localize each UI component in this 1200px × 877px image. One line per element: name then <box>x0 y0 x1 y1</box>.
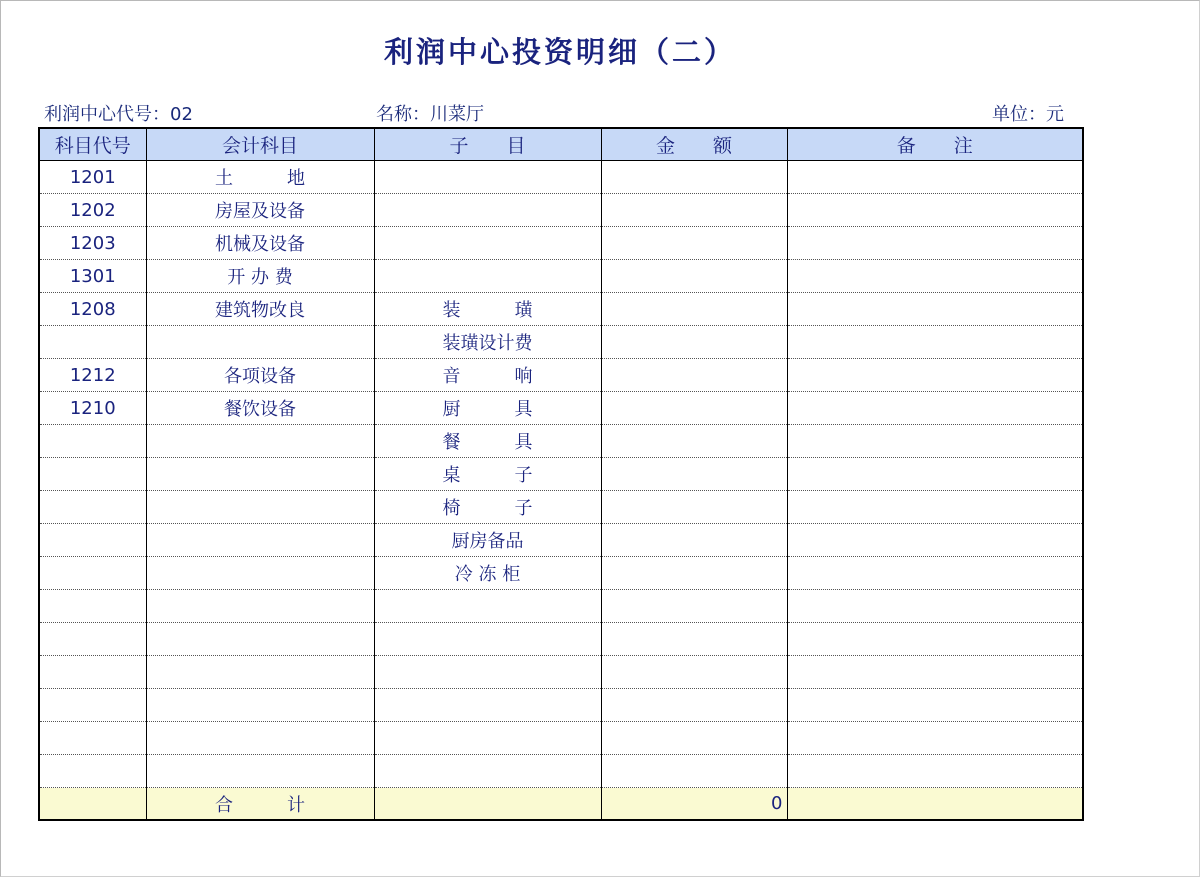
sub-item-cell[interactable]: 装 璜 <box>374 293 601 326</box>
account-title-cell[interactable] <box>146 689 374 722</box>
amount-cell[interactable] <box>601 689 787 722</box>
sub-item-cell[interactable] <box>374 260 601 293</box>
amount-cell[interactable] <box>601 755 787 788</box>
amount-cell[interactable] <box>601 557 787 590</box>
account-code-cell[interactable] <box>39 689 146 722</box>
account-code-cell[interactable] <box>39 623 146 656</box>
profit-center-name-value[interactable]: 川菜厅 <box>430 104 484 125</box>
account-code-cell[interactable]: 1203 <box>39 227 146 260</box>
sub-item-cell[interactable]: 厨房备品 <box>374 524 601 557</box>
table-row <box>39 392 1083 425</box>
sub-item-cell[interactable] <box>374 227 601 260</box>
account-title-cell[interactable] <box>146 623 374 656</box>
account-title-cell[interactable] <box>146 656 374 689</box>
profit-center-name <box>376 100 484 126</box>
amount-cell[interactable] <box>601 326 787 359</box>
colon: ： <box>1028 104 1046 125</box>
table-row <box>39 557 1083 590</box>
table-header-row <box>39 128 1083 161</box>
account-title-cell[interactable] <box>146 326 374 359</box>
amount-cell[interactable] <box>601 524 787 557</box>
amount-cell[interactable] <box>601 161 787 194</box>
header-amount: 金 额 <box>601 128 787 161</box>
remarks-cell[interactable] <box>787 293 1083 326</box>
amount-cell[interactable] <box>601 227 787 260</box>
table-row <box>39 722 1083 755</box>
amount-cell[interactable] <box>601 425 787 458</box>
account-title-cell[interactable] <box>146 755 374 788</box>
table-row <box>39 161 1083 194</box>
account-title-cell[interactable]: 餐饮设备 <box>146 392 374 425</box>
remarks-cell[interactable] <box>787 326 1083 359</box>
account-title-cell[interactable]: 建筑物改良 <box>146 293 374 326</box>
account-code-cell[interactable]: 1210 <box>39 392 146 425</box>
currency-unit-label: 单位 <box>992 104 1028 125</box>
remarks-cell[interactable] <box>787 161 1083 194</box>
remarks-cell[interactable] <box>787 524 1083 557</box>
table-row <box>39 227 1083 260</box>
sub-item-cell[interactable]: 椅 子 <box>374 491 601 524</box>
account-title-cell[interactable] <box>146 590 374 623</box>
table-row <box>39 425 1083 458</box>
header-account-code: 科目代号 <box>39 128 146 161</box>
account-title-cell[interactable] <box>146 491 374 524</box>
remarks-cell[interactable] <box>787 260 1083 293</box>
table-row <box>39 524 1083 557</box>
remarks-cell[interactable] <box>787 392 1083 425</box>
account-code-cell[interactable] <box>39 491 146 524</box>
account-title-cell[interactable] <box>146 524 374 557</box>
sub-item-cell[interactable]: 装璜设计费 <box>374 326 601 359</box>
account-code-cell[interactable]: 1201 <box>39 161 146 194</box>
remarks-cell[interactable] <box>787 491 1083 524</box>
table-row <box>39 590 1083 623</box>
sub-item-cell[interactable] <box>374 590 601 623</box>
sub-item-cell[interactable] <box>374 161 601 194</box>
sub-item-cell[interactable] <box>374 194 601 227</box>
total-code-cell <box>39 788 146 821</box>
account-code-cell[interactable]: 1212 <box>39 359 146 392</box>
account-code-cell[interactable] <box>39 326 146 359</box>
account-title-cell[interactable] <box>146 458 374 491</box>
remarks-cell[interactable] <box>787 623 1083 656</box>
table-row <box>39 293 1083 326</box>
colon: ： <box>412 104 430 125</box>
sub-item-cell[interactable]: 餐 具 <box>374 425 601 458</box>
remarks-cell[interactable] <box>787 689 1083 722</box>
total-row <box>39 788 1083 821</box>
amount-cell[interactable] <box>601 722 787 755</box>
table-body <box>39 161 1083 788</box>
sub-item-cell[interactable] <box>374 623 601 656</box>
sub-item-cell[interactable] <box>374 689 601 722</box>
table-row <box>39 755 1083 788</box>
amount-cell[interactable] <box>601 656 787 689</box>
remarks-cell[interactable] <box>787 722 1083 755</box>
account-code-cell[interactable]: 1208 <box>39 293 146 326</box>
account-code-cell[interactable]: 1202 <box>39 194 146 227</box>
remarks-cell[interactable] <box>787 755 1083 788</box>
account-title-cell[interactable] <box>146 557 374 590</box>
remarks-cell[interactable] <box>787 227 1083 260</box>
total-note-cell <box>787 788 1083 821</box>
remarks-cell[interactable] <box>787 458 1083 491</box>
amount-cell[interactable] <box>601 392 787 425</box>
amount-cell[interactable] <box>601 623 787 656</box>
account-title-cell[interactable]: 开 办 费 <box>146 260 374 293</box>
account-code-cell[interactable] <box>39 524 146 557</box>
amount-cell[interactable] <box>601 194 787 227</box>
profit-center-name-label: 名称 <box>376 104 412 125</box>
table-row <box>39 491 1083 524</box>
sub-item-cell[interactable]: 音 响 <box>374 359 601 392</box>
remarks-cell[interactable] <box>787 425 1083 458</box>
account-code-cell[interactable] <box>39 590 146 623</box>
amount-cell[interactable] <box>601 260 787 293</box>
account-title-cell[interactable] <box>146 425 374 458</box>
sub-item-cell[interactable]: 桌 子 <box>374 458 601 491</box>
account-code-cell[interactable] <box>39 425 146 458</box>
header-sub-item: 子 目 <box>374 128 601 161</box>
account-code-cell[interactable] <box>39 656 146 689</box>
table-row <box>39 326 1083 359</box>
account-code-cell[interactable] <box>39 458 146 491</box>
sub-item-cell[interactable] <box>374 722 601 755</box>
remarks-cell[interactable] <box>787 590 1083 623</box>
colon: ： <box>152 104 170 125</box>
amount-cell[interactable] <box>601 293 787 326</box>
investment-detail-table <box>38 127 1084 821</box>
total-sub-cell <box>374 788 601 821</box>
remarks-cell[interactable] <box>787 557 1083 590</box>
account-title-cell[interactable]: 各项设备 <box>146 359 374 392</box>
total-label: 合 计 <box>146 788 374 821</box>
sub-item-cell[interactable]: 冷 冻 柜 <box>374 557 601 590</box>
profit-center-code-label: 利润中心代号 <box>44 104 152 125</box>
amount-cell[interactable] <box>601 359 787 392</box>
account-title-cell[interactable] <box>146 722 374 755</box>
sub-item-cell[interactable] <box>374 656 601 689</box>
header-remarks: 备 注 <box>787 128 1083 161</box>
table-row <box>39 194 1083 227</box>
amount-cell[interactable] <box>601 491 787 524</box>
table-row <box>39 260 1083 293</box>
header-account-title: 会计科目 <box>146 128 374 161</box>
currency-unit-value: 元 <box>1046 104 1064 125</box>
remarks-cell[interactable] <box>787 194 1083 227</box>
profit-center-code <box>44 100 193 126</box>
table-row <box>39 689 1083 722</box>
account-code-cell[interactable] <box>39 557 146 590</box>
remarks-cell[interactable] <box>787 656 1083 689</box>
account-title-cell[interactable]: 土 地 <box>146 161 374 194</box>
account-code-cell[interactable] <box>39 722 146 755</box>
page-title: 利润中心投资明细（二） <box>383 35 736 69</box>
sub-item-cell[interactable]: 厨 具 <box>374 392 601 425</box>
amount-cell[interactable] <box>601 590 787 623</box>
sub-item-cell[interactable] <box>374 755 601 788</box>
table-row <box>39 623 1083 656</box>
remarks-cell[interactable] <box>787 359 1083 392</box>
account-title-cell[interactable]: 机械及设备 <box>146 227 374 260</box>
currency-unit <box>992 100 1064 126</box>
profit-center-code-value[interactable]: 02 <box>170 104 193 125</box>
table-row <box>39 656 1083 689</box>
account-title-cell[interactable]: 房屋及设备 <box>146 194 374 227</box>
total-amount[interactable]: 0 <box>601 788 787 821</box>
account-code-cell[interactable]: 1301 <box>39 260 146 293</box>
account-code-cell[interactable] <box>39 755 146 788</box>
table-row <box>39 458 1083 491</box>
table-row <box>39 359 1083 392</box>
amount-cell[interactable] <box>601 458 787 491</box>
